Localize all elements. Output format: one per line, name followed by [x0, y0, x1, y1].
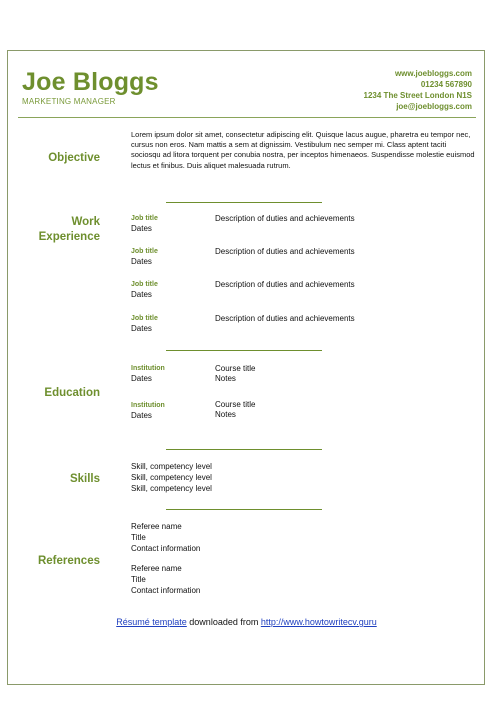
footer: [0, 617, 493, 627]
institution: Institution: [131, 402, 165, 409]
website-link[interactable]: www.joebloggs.com: [394, 69, 472, 78]
contact-block: [364, 68, 472, 112]
referee-title: Title: [131, 533, 146, 542]
skill-item: Skill, competency level: [131, 484, 212, 493]
referee-title: Title: [131, 575, 146, 584]
job-role: MARKETING MANAGER: [22, 97, 116, 106]
section-divider: [166, 202, 322, 203]
skill-item: Skill, competency level: [131, 462, 212, 471]
experience-title-line1: Work: [71, 216, 100, 228]
skill-item: Skill, competency level: [131, 473, 212, 482]
resume-template-link[interactable]: Résumé template: [116, 617, 187, 627]
referee-name: Referee name: [131, 564, 182, 573]
course-title: Course title: [215, 400, 256, 409]
referee-contact: Contact information: [131, 544, 201, 553]
job-dates: Dates: [131, 257, 152, 266]
course-notes: Notes: [215, 374, 236, 383]
course-notes: Notes: [215, 410, 236, 419]
referee-name: Referee name: [131, 522, 182, 531]
howtowritecv-link[interactable]: http://www.howtowritecv.guru: [260, 617, 377, 627]
job-title: Job title: [131, 215, 158, 222]
candidate-name: Joe Bloggs: [22, 68, 159, 96]
section-divider: [166, 350, 322, 351]
job-title: Job title: [131, 248, 158, 255]
job-dates: Dates: [131, 224, 152, 233]
job-title: Job title: [131, 315, 158, 322]
education-dates: Dates: [131, 411, 152, 420]
job-description: Description of duties and achievements: [215, 247, 355, 256]
job-title: Job title: [131, 281, 158, 288]
skills-title: Skills: [69, 473, 100, 485]
job-description: Description of duties and achievements: [215, 214, 355, 223]
objective-text: Lorem ipsum dolor sit amet, consectetur adipiscing elit. Quisque lacus augue, pharetra eu tempor nec, cursus non eros. Nam mattis a sem at dignissim. Vestibulum nec semper mi. Class aptent taciti sociosqu ad litora torquent per conubia nostra, per inceptos himenaeos. Suspendisse molestie euismod lectus et finibus. Duis aliquet malesuada rutrum.: [131, 130, 475, 170]
experience-title: [0, 215, 100, 245]
job-description: Description of duties and achievements: [215, 314, 355, 323]
section-divider: [166, 509, 322, 510]
email-link[interactable]: joe@joebloggs.com: [396, 102, 472, 111]
footer-text: downloaded from: [186, 617, 261, 627]
section-divider: [166, 449, 322, 450]
job-dates: Dates: [131, 324, 152, 333]
institution: Institution: [131, 365, 165, 372]
course-title: Course title: [215, 364, 256, 373]
phone-number: 01234 567890: [420, 80, 472, 89]
referee-contact: Contact information: [131, 586, 201, 595]
education-title: Education: [44, 387, 100, 399]
header-rule: [18, 117, 476, 118]
objective-title: Objective: [48, 152, 100, 164]
address: 1234 The Street London N1S: [363, 91, 472, 100]
job-dates: Dates: [131, 290, 152, 299]
job-description: Description of duties and achievements: [215, 280, 355, 289]
education-dates: Dates: [131, 374, 152, 383]
experience-title-line2: Experience: [38, 231, 100, 243]
references-title: References: [37, 555, 100, 567]
